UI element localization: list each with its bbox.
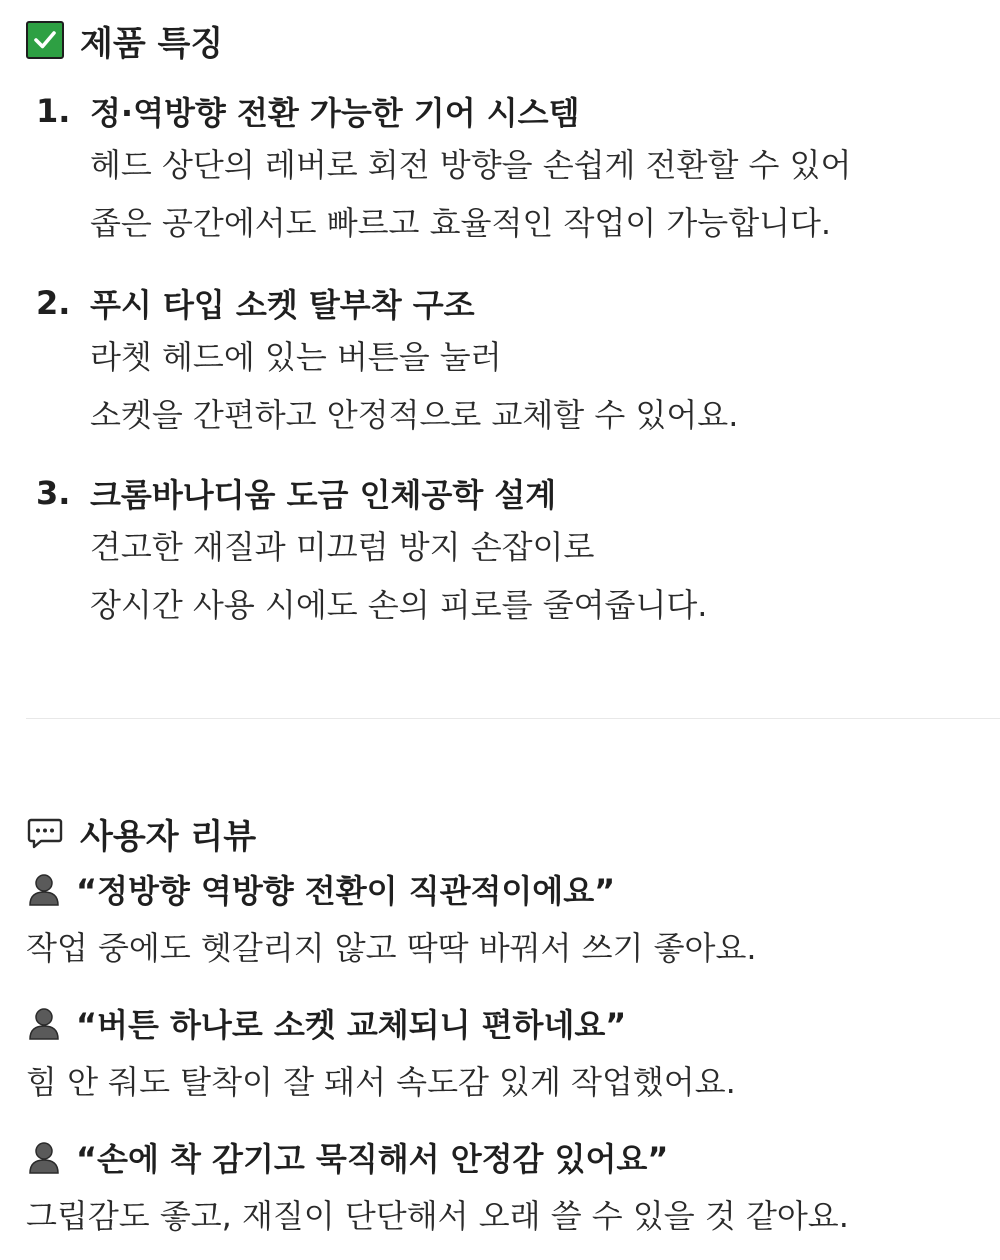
feature-description-line: 헤드 상단의 레버로 회전 방향을 손쉽게 전환할 수 있어 [90,146,852,184]
person-silhouette-icon [26,871,62,907]
feature-description-line: 좁은 공간에서도 빠르고 효율적인 작업이 가능합니다. [90,204,832,242]
review-title-text: “손에 착 감기고 묵직해서 안정감 있어요” [76,1140,669,1178]
features-heading [26,18,223,62]
feature-description-line: 장시간 사용 시에도 손의 피로를 줄여줍니다. [90,586,708,624]
feature-title-text: 크롬바나디움 도금 인체공학 설계 [90,476,557,514]
review-body: 힘 안 줘도 탈착이 잘 돼서 속도감 있게 작업했어요. [26,1063,736,1101]
feature-title [36,88,851,134]
review-item-2 [26,1000,736,1112]
reviews-heading [26,810,256,856]
feature-item-1 [36,88,851,252]
review-title-text: “버튼 하나로 소켓 교체되니 편하네요” [76,1006,627,1044]
speech-bubble-icon [26,814,64,852]
feature-description-line: 견고한 재질과 미끄럼 방지 손잡이로 [90,528,595,566]
review-body: 그립감도 좋고, 재질이 단단해서 오래 쓸 수 있을 것 같아요. [26,1197,849,1235]
feature-item-3 [36,470,707,634]
feature-description-line: 소켓을 간편하고 안정적으로 교체할 수 있어요. [90,396,739,434]
review-item-3 [26,1134,849,1246]
person-silhouette-icon [26,1139,62,1175]
check-mark-button-icon [26,21,64,59]
review-body: 작업 중에도 헷갈리지 않고 딱딱 바꿔서 쓰기 좋아요. [26,929,757,967]
feature-title-text: 정·역방향 전환 가능한 기어 시스템 [90,94,580,132]
features-heading-label: 제품 특징 [80,23,224,64]
feature-title [36,280,738,326]
review-title [26,866,757,912]
review-item-1 [26,866,757,978]
review-title [26,1134,849,1180]
reviews-heading-label: 사용자 리뷰 [80,816,257,857]
feature-number: 3. [36,474,71,512]
person-silhouette-icon [26,1005,62,1041]
review-title-text: “정방향 역방향 전환이 직관적이에요” [76,872,616,910]
feature-number: 1. [36,92,71,130]
feature-title [36,470,707,516]
section-divider [26,718,1000,719]
feature-number: 2. [36,284,71,322]
feature-item-2 [36,280,738,444]
feature-description-line: 라쳇 헤드에 있는 버튼을 눌러 [90,338,502,376]
review-title [26,1000,736,1046]
feature-title-text: 푸시 타입 소켓 탈부착 구조 [90,286,475,324]
